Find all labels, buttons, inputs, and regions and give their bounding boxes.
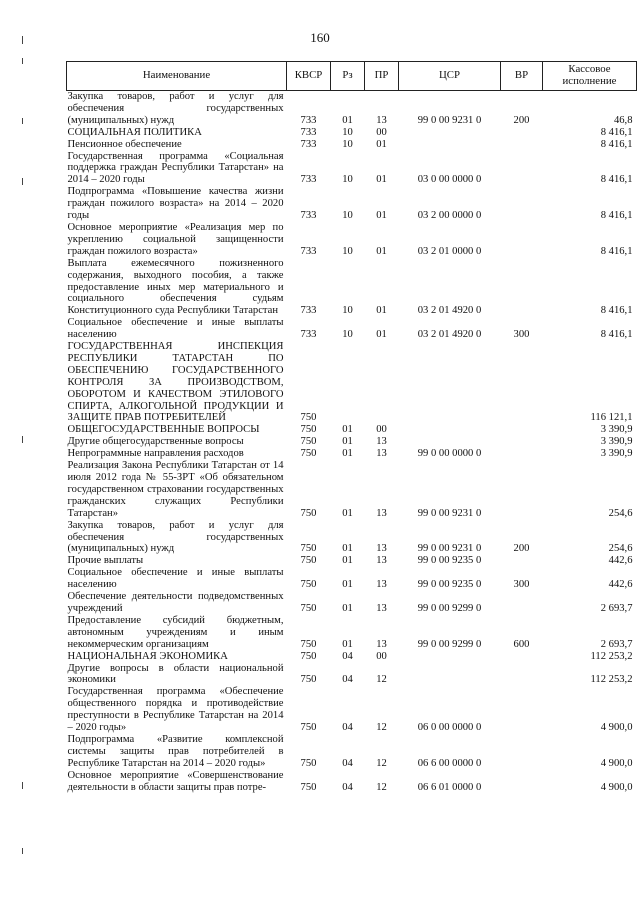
cell-pr: 13 <box>376 448 387 460</box>
header-kvsr: КВСР <box>287 62 331 91</box>
cell-pr <box>365 341 399 424</box>
cell-rz: 10 <box>342 210 353 222</box>
cell-rz: 01 <box>342 507 353 519</box>
cell-name: Социальное обеспечение и иные выплаты населению <box>67 567 284 591</box>
cell-csr: 99 0 00 9231 0 <box>417 543 482 555</box>
table-row <box>67 663 637 687</box>
cell-pr: 00 <box>376 650 387 662</box>
cell-pr: 01 <box>376 174 387 186</box>
cell-kvsr: 750 <box>300 555 317 567</box>
cell-amount: 4 900,0 <box>600 757 633 769</box>
table-row <box>67 686 637 734</box>
cell-csr: 99 0 00 9299 0 <box>417 638 482 650</box>
table-row <box>67 615 637 651</box>
cell-name: Подпрограмма «Развитие комплексной системы защиты прав потребителей в Республике Татарстан на 2014 – 2020 годы» <box>67 733 284 769</box>
page-number: 160 <box>310 30 330 45</box>
table-row <box>67 770 637 794</box>
cell-name: Другие общегосударственные вопросы <box>67 436 244 448</box>
table-row <box>67 651 637 663</box>
cell-csr <box>399 651 501 663</box>
cell-kvsr: 733 <box>300 126 317 138</box>
cell-name: Прочие выплаты <box>67 555 144 567</box>
table-row <box>67 341 637 424</box>
cell-kvsr: 750 <box>300 602 317 614</box>
cell-vr <box>501 460 543 520</box>
cell-amount: 3 390,9 <box>600 448 633 460</box>
cell-kvsr: 750 <box>300 638 317 650</box>
table-row <box>67 448 637 460</box>
table-row <box>67 460 637 520</box>
cell-vr <box>501 151 543 187</box>
table-row <box>67 591 637 615</box>
table-row <box>67 258 637 318</box>
cell-name: Государственная программа «Социальная поддержка граждан Республики Татарстан» на 2014 – 2020 годы <box>67 150 284 186</box>
cell-pr: 01 <box>376 138 387 150</box>
cell-pr: 13 <box>376 543 387 555</box>
cell-vr <box>501 734 543 770</box>
cell-name: Другие вопросы в области национальной экономики <box>67 662 284 686</box>
cell-kvsr: 750 <box>300 543 317 555</box>
cell-csr <box>399 424 501 436</box>
cell-kvsr: 750 <box>300 781 317 793</box>
cell-amount: 8 416,1 <box>600 210 633 222</box>
table-header-row <box>67 62 637 91</box>
cell-rz: 10 <box>342 138 353 150</box>
cell-pr: 01 <box>376 210 387 222</box>
cell-name: ОБЩЕГОСУДАРСТВЕННЫЕ ВОПРОСЫ <box>67 424 260 436</box>
margin-mark <box>22 118 23 124</box>
margin-mark <box>22 848 23 854</box>
cell-name: Обеспечение деятельности подведомственных учреждений <box>67 591 284 614</box>
cell-kvsr: 750 <box>300 757 317 769</box>
cell-amount: 46,8 <box>613 114 633 126</box>
cell-rz: 10 <box>342 329 353 341</box>
cell-amount: 4 900,0 <box>600 722 633 734</box>
cell-pr: 01 <box>376 245 387 257</box>
cell-vr <box>501 555 543 567</box>
cell-pr: 01 <box>376 329 387 341</box>
cell-name: Выплата ежемесячного пожизненного содержания, выходного пособия, а также предоставление иных мер материального и социального обеспечения судьям Конституционного суда Республики Татарстан <box>67 257 284 317</box>
cell-amount: 442,6 <box>608 579 633 591</box>
cell-csr <box>399 436 501 448</box>
cell-amount: 8 416,1 <box>600 138 633 150</box>
cell-amount: 8 416,1 <box>600 126 633 138</box>
cell-csr: 99 0 00 9231 0 <box>417 114 482 126</box>
margin-mark <box>22 58 23 64</box>
cell-rz: 01 <box>342 543 353 555</box>
cell-amount: 112 253,2 <box>590 674 633 686</box>
cell-pr: 12 <box>376 722 387 734</box>
cell-rz: 01 <box>342 424 353 436</box>
cell-vr: 600 <box>513 638 530 650</box>
cell-rz: 10 <box>342 126 353 138</box>
cell-name: Основное мероприятие «Реализация мер по укреплению социальной защищенности граждан пожилого возраста» <box>67 221 284 257</box>
cell-rz: 01 <box>342 602 353 614</box>
cell-amount: 254,6 <box>608 507 633 519</box>
cell-amount: 116 121,1 <box>590 412 633 424</box>
cell-name: Реализация Закона Республики Татарстан от 14 июля 2012 года № 55-ЗРТ «Об обязательном государственном страховании государственных гражданских служащих Республики Татарстан» <box>67 460 284 519</box>
cell-vr <box>501 341 543 424</box>
table-row <box>67 127 637 139</box>
cell-name: Основное мероприятие «Совершенствование деятельности в области защиты прав потре- <box>67 769 284 793</box>
table-row <box>67 555 637 567</box>
cell-pr: 13 <box>376 436 387 448</box>
cell-rz: 04 <box>342 781 353 793</box>
cell-csr: 99 0 00 0000 0 <box>417 448 482 460</box>
cell-name: Закупка товаров, работ и услуг для обеспечения государственных (муниципальных) нужд <box>67 91 284 126</box>
cell-vr <box>501 186 543 222</box>
cell-amount: 3 390,9 <box>600 436 633 448</box>
cell-vr <box>501 448 543 460</box>
cell-vr: 300 <box>513 329 530 341</box>
cell-kvsr: 750 <box>300 436 317 448</box>
cell-vr <box>501 424 543 436</box>
cell-vr <box>501 651 543 663</box>
cell-pr: 13 <box>376 507 387 519</box>
cell-vr: 200 <box>513 543 530 555</box>
cell-kvsr: 733 <box>300 305 317 317</box>
cell-rz: 01 <box>342 579 353 591</box>
cell-pr: 13 <box>376 638 387 650</box>
cell-rz: 01 <box>342 436 353 448</box>
margin-mark <box>22 178 23 185</box>
cell-kvsr: 733 <box>300 174 317 186</box>
table-row <box>67 186 637 222</box>
cell-pr: 13 <box>376 114 387 126</box>
table-row <box>67 151 637 187</box>
cell-csr: 03 2 00 0000 0 <box>417 210 482 222</box>
cell-csr: 99 0 00 9235 0 <box>417 579 482 591</box>
cell-kvsr: 750 <box>300 507 317 519</box>
cell-rz: 01 <box>342 114 353 126</box>
cell-rz: 01 <box>342 448 353 460</box>
cell-pr: 12 <box>376 781 387 793</box>
table-row <box>67 139 637 151</box>
cell-kvsr: 733 <box>300 245 317 257</box>
cell-vr <box>501 222 543 258</box>
header-amount: Кассовое исполнение <box>543 62 637 91</box>
cell-vr <box>501 127 543 139</box>
cell-rz: 01 <box>342 638 353 650</box>
cell-name: Пенсионное обеспечение <box>67 138 182 150</box>
cell-name: Закупка товаров, работ и услуг для обеспечения государственных (муниципальных) нужд <box>67 519 284 555</box>
cell-kvsr: 750 <box>300 424 317 436</box>
table-row <box>67 317 637 341</box>
cell-csr: 99 0 00 9299 0 <box>417 602 482 614</box>
cell-amount: 3 390,9 <box>600 424 633 436</box>
cell-vr: 300 <box>513 579 530 591</box>
cell-vr <box>501 591 543 615</box>
cell-pr: 00 <box>376 126 387 138</box>
cell-vr <box>501 663 543 687</box>
cell-amount: 112 253,2 <box>590 650 633 662</box>
cell-rz: 10 <box>342 245 353 257</box>
cell-vr: 200 <box>513 114 530 126</box>
cell-csr: 03 0 00 0000 0 <box>417 174 482 186</box>
cell-csr: 03 2 01 4920 0 <box>417 329 482 341</box>
cell-rz: 04 <box>342 650 353 662</box>
cell-csr: 99 0 00 9235 0 <box>417 555 482 567</box>
cell-amount: 8 416,1 <box>600 245 633 257</box>
cell-pr: 12 <box>376 757 387 769</box>
header-rz: Рз <box>331 62 365 91</box>
margin-mark <box>22 436 23 443</box>
cell-rz: 04 <box>342 757 353 769</box>
margin-mark <box>22 782 23 789</box>
table-row <box>67 520 637 556</box>
cell-rz: 04 <box>342 722 353 734</box>
cell-name: Подпрограмма «Повышение качества жизни граждан пожилого возраста» на 2014 – 2020 годы <box>67 186 284 222</box>
cell-kvsr: 750 <box>300 674 317 686</box>
cell-rz: 10 <box>342 305 353 317</box>
cell-rz <box>331 341 365 424</box>
cell-csr <box>399 127 501 139</box>
table-row <box>67 91 637 127</box>
cell-vr <box>501 770 543 794</box>
cell-amount: 8 416,1 <box>600 329 633 341</box>
cell-pr: 13 <box>376 602 387 614</box>
cell-amount: 8 416,1 <box>600 305 633 317</box>
cell-vr <box>501 436 543 448</box>
cell-csr <box>399 341 501 424</box>
cell-name: Предоставление субсидий бюджетным, автономным учреждениям и иным некоммерческим организациям <box>67 614 284 650</box>
cell-amount: 254,6 <box>608 543 633 555</box>
cell-pr: 01 <box>376 305 387 317</box>
cell-amount: 2 693,7 <box>600 638 633 650</box>
cell-pr: 13 <box>376 555 387 567</box>
cell-name: Государственная программа «Обеспечение общественного порядка и противодействие преступности в Республике Татарстан на 2014 – 2020 годы» <box>67 686 284 734</box>
header-vr: ВР <box>501 62 543 91</box>
cell-kvsr: 750 <box>300 579 317 591</box>
cell-rz: 10 <box>342 174 353 186</box>
cell-vr <box>501 139 543 151</box>
cell-csr: 99 0 00 9231 0 <box>417 507 482 519</box>
cell-csr: 06 6 01 0000 0 <box>417 781 482 793</box>
cell-kvsr: 733 <box>300 329 317 341</box>
header-name: Наименование <box>67 62 287 91</box>
cell-kvsr: 750 <box>300 650 317 662</box>
cell-csr: 03 2 01 4920 0 <box>417 305 482 317</box>
cell-amount: 2 693,7 <box>600 602 633 614</box>
table-row <box>67 734 637 770</box>
cell-name: ГОСУДАРСТВЕННАЯ ИНСПЕКЦИЯ РЕСПУБЛИКИ ТАТАРСТАН ПО ОБЕСПЕЧЕНИЮ ГОСУДАРСТВЕННОГО КОНТРОЛЯ ЗА ПРОИЗВОДСТВОМ, ОБОРОТОМ И КАЧЕСТВОМ ЭТИЛОВОГО СПИРТА, АЛКОГОЛЬНОЙ ПРОДУКЦИИ И ЗАЩИТЕ ПРАВ ПОТРЕБИТЕЛЕЙ <box>67 341 284 424</box>
cell-kvsr: 750 <box>300 448 317 460</box>
table-row <box>67 436 637 448</box>
cell-amount: 442,6 <box>608 555 633 567</box>
cell-kvsr: 733 <box>300 210 317 222</box>
budget-table <box>66 61 637 793</box>
table-row <box>67 424 637 436</box>
cell-rz: 01 <box>342 555 353 567</box>
cell-csr: 06 6 00 0000 0 <box>417 757 482 769</box>
header-csr: ЦСР <box>399 62 501 91</box>
table-row <box>67 567 637 591</box>
table-row <box>67 222 637 258</box>
cell-name: Социальное обеспечение и иные выплаты населению <box>67 317 284 341</box>
cell-vr <box>501 686 543 734</box>
cell-kvsr: 733 <box>300 114 317 126</box>
cell-name: НАЦИОНАЛЬНАЯ ЭКОНОМИКА <box>67 650 228 662</box>
cell-amount: 4 900,0 <box>600 781 633 793</box>
header-pr: ПР <box>365 62 399 91</box>
cell-pr: 00 <box>376 424 387 436</box>
cell-kvsr: 733 <box>300 138 317 150</box>
cell-kvsr: 750 <box>300 412 317 424</box>
cell-csr: 03 2 01 0000 0 <box>417 245 482 257</box>
cell-vr <box>501 258 543 318</box>
cell-csr <box>399 139 501 151</box>
cell-pr: 13 <box>376 579 387 591</box>
cell-kvsr: 750 <box>300 722 317 734</box>
cell-name: СОЦИАЛЬНАЯ ПОЛИТИКА <box>67 126 202 138</box>
cell-pr: 12 <box>376 674 387 686</box>
cell-csr: 06 0 00 0000 0 <box>417 722 482 734</box>
cell-amount: 8 416,1 <box>600 174 633 186</box>
cell-name: Непрограммные направления расходов <box>67 448 244 460</box>
cell-rz: 04 <box>342 674 353 686</box>
cell-csr <box>399 663 501 687</box>
